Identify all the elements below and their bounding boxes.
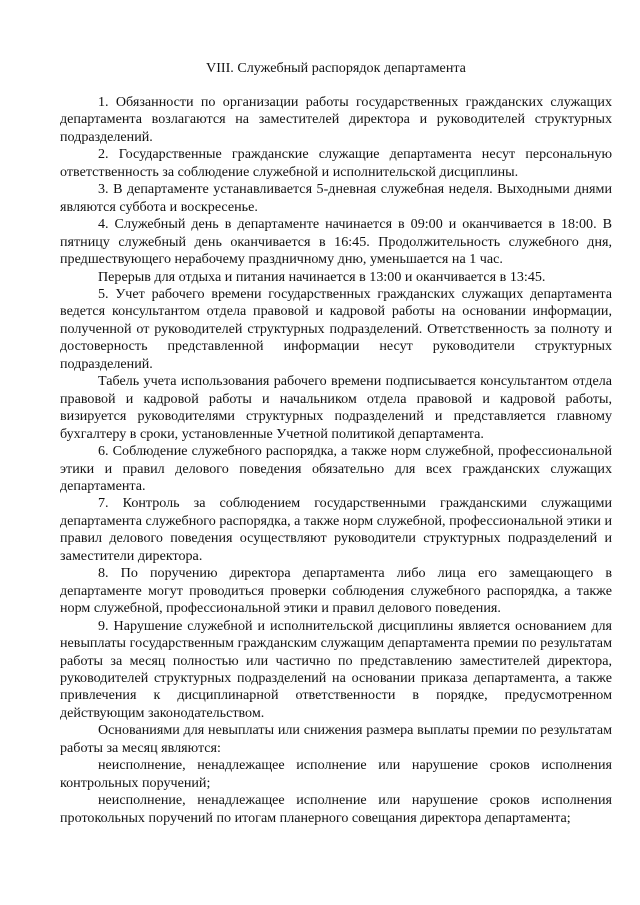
paragraph-3: 3. В департаменте устанавливается 5-дневная служебная неделя. Выходными днями являются суббота и воскресенье.	[60, 181, 612, 215]
paragraph-9-grounds: Основаниями для невыплаты или снижения размера выплаты премии по результатам работы за месяц являются:	[60, 722, 612, 756]
section-heading: VIII. Служебный распорядок департамента	[206, 60, 466, 76]
paragraph-8: 8. По поручению директора департамента либо лица его замещающего в департаменте могут проводиться проверки соблюдения служебного распорядка, а также норм служебной, профессиональной этики и правил делового поведения.	[60, 565, 612, 617]
paragraph-2: 2. Государственные гражданские служащие департамента несут персональную ответственность за соблюдение служебной и исполнительской дисциплины.	[60, 146, 612, 180]
paragraph-1: 1. Обязанности по организации работы государственных гражданских служащих департамента возлагаются на заместителей директора и руководителей структурных подразделений.	[60, 94, 612, 145]
document-body	[60, 94, 612, 827]
paragraph-5-timesheet: Табель учета использования рабочего времени подписывается консультантом отдела правовой и кадровой работы и начальником отдела правовой и кадровой работы, визируется руководителями структурных подразделений и представляется главному бухгалтеру в сроки, установленные Учетной политикой департамента.	[60, 373, 612, 442]
list-item-protocol-orders: неисполнение, ненадлежащее исполнение или нарушение сроков исполнения протокольных поручений по итогам планерного совещания директора департамента;	[60, 792, 612, 826]
paragraph-5: 5. Учет рабочего времени государственных гражданских служащих департамента ведется консультантом отдела правовой и кадровой работы на основании информации, полученной от руководителей структурных подразделений. Ответственность за полноту и достоверность представленной информации несут руководители структурных подразделений.	[60, 285, 612, 372]
paragraph-9: 9. Нарушение служебной и исполнительской дисциплины является основанием для невыплаты государственным гражданским служащим департамента премии по результатам работы за месяц полностью или частично по представлению заместителей директора, руководителей структурных подразделений на основании приказа департамента, а также привлечения к дисциплинарной ответственности в порядке, предусмотренном действующим законодательством.	[60, 617, 612, 721]
paragraph-6: 6. Соблюдение служебного распорядка, а также норм служебной, профессиональной этики и правил делового поведения обязательно для всех гражданских служащих департамента.	[60, 443, 612, 494]
paragraph-7: 7. Контроль за соблюдением государственными гражданскими служащими департамента служебного распорядка, а также норм служебной, профессиональной этики и правил делового поведения осуществляют руководители структурных подразделений и заместители директора.	[60, 495, 612, 564]
list-item-control-orders: неисполнение, ненадлежащее исполнение или нарушение сроков исполнения контрольных поручений;	[60, 757, 612, 791]
paragraph-4-break: Перерыв для отдыха и питания начинается в 13:00 и оканчивается в 13:45.	[98, 268, 546, 285]
paragraph-4: 4. Служебный день в департаменте начинается в 09:00 и оканчивается в 18:00. В пятницу служебный день оканчивается в 16:45. Продолжительность служебного дня, предшествующего нерабочему праздничному дню, уменьшается на 1 час.	[60, 216, 612, 268]
